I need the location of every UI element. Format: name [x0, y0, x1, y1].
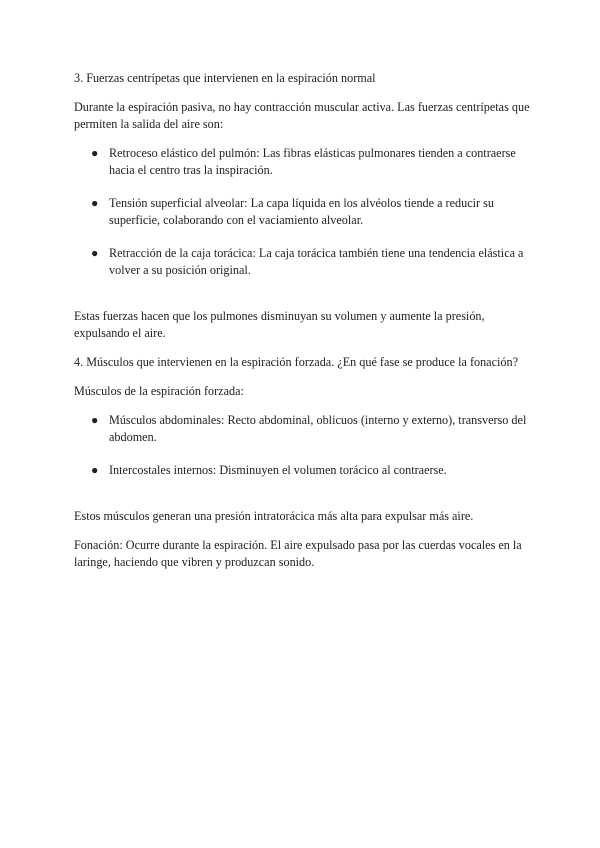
section-4-heading: 4. Músculos que intervienen en la espiración forzada. ¿En qué fase se produce la fonación? — [74, 355, 518, 369]
spacer — [74, 495, 534, 508]
section-4-conclusion: Estos músculos generan una presión intratorácica más alta para expulsar más aire. — [74, 509, 474, 523]
section-3-intro: Durante la espiración pasiva, no hay contracción muscular activa. Las fuerzas centrípetas que permiten la salida del aire son: — [74, 100, 530, 131]
list-item — [74, 412, 534, 446]
section-3-list — [74, 145, 534, 279]
bullet-icon: ● — [91, 246, 99, 260]
list-item — [74, 462, 534, 479]
bullet-icon: ● — [91, 463, 99, 477]
list-item-text: Tensión superficial alveolar: La capa líquida en los alvéolos tiende a reducir su superficie, colaborando con el vaciamiento alveolar. — [109, 196, 494, 227]
bullet-icon: ● — [91, 146, 99, 160]
section-3-conclusion: Estas fuerzas hacen que los pulmones disminuyan su volumen y aumente la presión, expulsando el aire. — [74, 309, 485, 340]
section-4-list — [74, 412, 534, 479]
list-item-text: Intercostales internos: Disminuyen el volumen torácico al contraerse. — [109, 463, 447, 477]
list-item — [74, 145, 534, 179]
fonacion-paragraph: Fonación: Ocurre durante la espiración. El aire expulsado pasa por las cuerdas vocales en la laringe, haciendo que vibren y produzcan sonido. — [74, 538, 522, 569]
section-4-intro: Músculos de la espiración forzada: — [74, 384, 244, 398]
document-page — [74, 70, 534, 583]
bullet-icon: ● — [91, 196, 99, 210]
spacer — [74, 295, 534, 308]
list-item-text: Retracción de la caja torácica: La caja torácica también tiene una tendencia elástica a volver a su posición original. — [109, 246, 524, 277]
bullet-icon: ● — [91, 413, 99, 427]
section-3-heading: 3. Fuerzas centrípetas que intervienen en la espiración normal — [74, 71, 376, 85]
list-item — [74, 245, 534, 279]
list-item-text: Retroceso elástico del pulmón: Las fibras elásticas pulmonares tienden a contraerse hacia el centro tras la inspiración. — [109, 146, 516, 177]
list-item-text: Músculos abdominales: Recto abdominal, oblicuos (interno y externo), transverso del abdomen. — [109, 413, 527, 444]
list-item — [74, 195, 534, 229]
